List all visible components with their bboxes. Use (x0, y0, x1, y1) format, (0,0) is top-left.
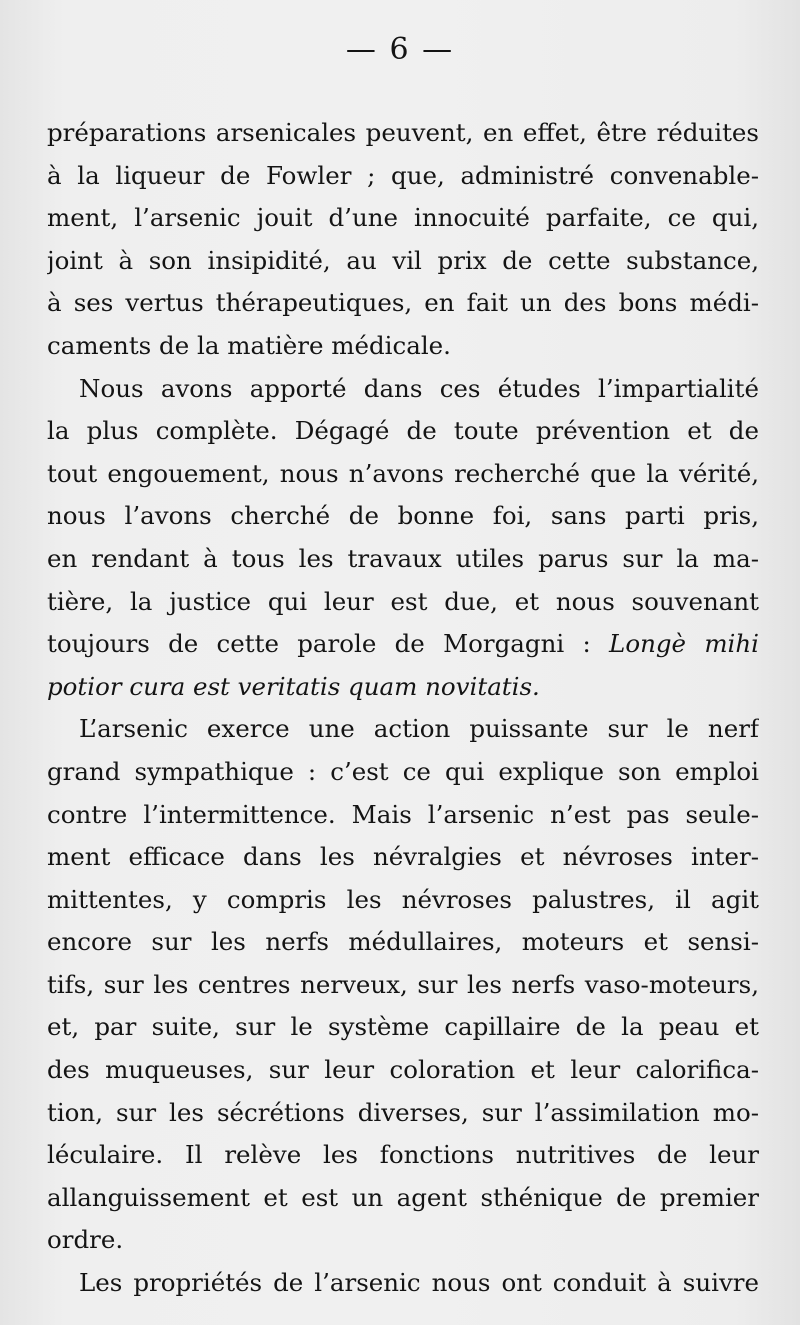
text-line: nous l’avons cherché de bonne foi, sans parti pris, (47, 501, 759, 531)
text-line: léculaire. Il relève les fonctions nutritives de leur (47, 1140, 759, 1170)
text-line: ordre. (47, 1225, 124, 1255)
text-line: caments de la matière médicale. (47, 330, 451, 360)
body-text (47, 112, 759, 1305)
text-line: encore sur les nerfs médullaires, moteurs et sensi- (47, 927, 759, 957)
text-line: ment efficace dans les névralgies et névroses inter- (47, 842, 759, 872)
text-line: L’arsenic exerce une action puissante sur le nerf (79, 714, 759, 744)
text-line: la plus complète. Dégagé de toute prévention et de (47, 416, 759, 446)
page-number: — 6 — (345, 32, 455, 67)
text-line: grand sympathique : c’est ce qui explique son emploi (47, 756, 759, 786)
text-line: joint à son insipidité, au vil prix de cette substance, (47, 245, 759, 275)
latin-quote: Longè mihi (609, 629, 759, 659)
text-line: contre l’intermittence. Mais l’arsenic n’est pas seule- (47, 799, 759, 829)
text-line: et, par suite, sur le système capillaire de la peau et (47, 1012, 759, 1042)
text-line: préparations arsenicales peuvent, en effet, être réduites (47, 118, 759, 147)
paragraph (47, 708, 759, 1262)
paragraph (47, 1262, 759, 1305)
text-line: à ses vertus thérapeutiques, en fait un des bons médi- (47, 288, 759, 318)
text-line: Nous avons apporté dans ces études l’impartialité (79, 373, 759, 403)
text-line: ment, l’arsenic jouit d’une innocuité parfaite, ce qui, (47, 203, 759, 233)
text-line: à la liqueur de Fowler ; que, administré convenable- (47, 160, 759, 190)
paragraph (47, 368, 759, 709)
latin-quote: potior cura est veritatis quam novitatis. (47, 671, 540, 701)
text-line: tion, sur les sécrétions diverses, sur l’assimilation mo- (47, 1097, 759, 1127)
text-line: en rendant à tous les travaux utiles parus sur la ma- (47, 543, 759, 573)
text-segment: toujours de cette parole de Morgagni : (47, 629, 610, 659)
text-line: des muqueuses, sur leur coloration et leur calorifica- (47, 1055, 759, 1085)
text-line (47, 623, 759, 666)
text-line: tière, la justice qui leur est due, et nous souvenant (47, 586, 759, 616)
text-line: Les propriétés de l’arsenic nous ont conduit à suivre (79, 1268, 759, 1298)
text-line: mittentes, y compris les névroses palustres, il agit (47, 884, 759, 914)
text-line: tifs, sur les centres nerveux, sur les nerfs vaso-moteurs, (47, 969, 759, 999)
text-line: allanguissement et est un agent sthénique de premier (47, 1182, 759, 1212)
text-line: tout engouement, nous n’avons recherché que la vérité, (47, 458, 759, 488)
paragraph (47, 112, 759, 368)
